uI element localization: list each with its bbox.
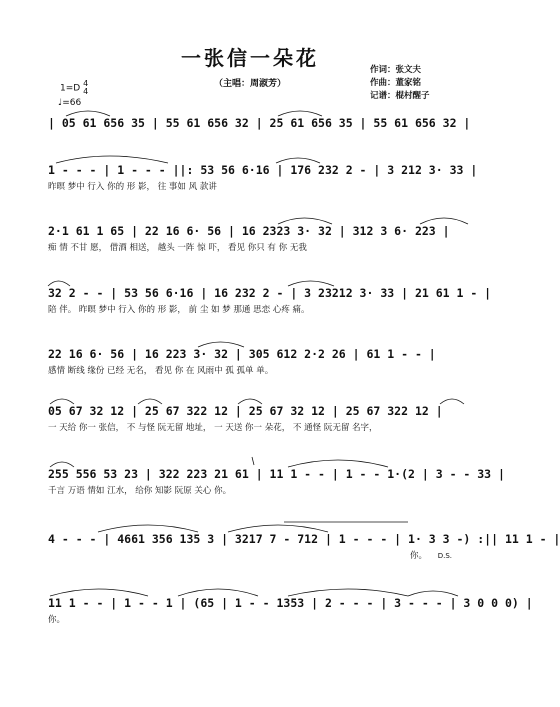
page-title: 一张信一朵花 — [181, 46, 319, 70]
notes-line-9: 11 1 - - | 1 - - 1 | (65 | 1 - - 1353 | 2 - - - | 3 - - - | 3 0 0 0) | — [48, 596, 533, 610]
transcriber-credit: 记谱：棍村醒子 — [370, 91, 430, 101]
credits-block — [370, 64, 430, 103]
singer-credit: （主唱：周淑芳） — [213, 79, 286, 89]
time-signature — [83, 80, 88, 96]
lyrics-line-3: 痴 情 不甘 愿， 借酒 相送， 越头 一阵 惊 吓， 看见 你只 有 你 无我 — [48, 243, 307, 253]
lyrics-line-6: 一 天给 你一 张信， 不 与怪 阮无留 地址， 一 天送 你一 朵花， 不 通怪 阮无留 名字， — [48, 423, 378, 433]
notes-line-1: | 05 61 656 35 | 55 61 656 32 | 25 61 656 35 | 55 61 656 32 | — [48, 116, 471, 130]
notes-line-4: 32 2 - - | 53 56 6·16 | 16 232 2 - | 3 23212 3· 33 | 21 61 1 - | — [48, 286, 492, 300]
composer-credit: 作曲：董家铭 — [370, 78, 422, 88]
key-label: 1=D — [60, 83, 81, 94]
lyrics-line-4: 陪 伴。 昨暝 梦中 行入 你的 形 影， 前 尘 如 梦 那通 思恋 心疼 痛。 — [48, 305, 310, 315]
lyrics-line-2: 昨暝 梦中 行入 你的 形 影， 往 事如 风 款讲 — [48, 182, 217, 192]
time-bottom: 4 — [83, 87, 89, 96]
key-signature — [60, 80, 88, 96]
lyrics-line-8 — [48, 549, 468, 561]
lyrics-line-7: 千言 万语 情如 江水， 给你 知影 阮原 关心 你。 — [48, 486, 232, 496]
notes-line-7: 255 556 53 23 | 322 223 21 61 | 11 1 - - | 1 - - 1·(2 | 3 - - 33 | — [48, 467, 505, 481]
lyric-you: 你。 — [410, 551, 428, 561]
notes-line-3: 2·1 61 1 65 | 22 16 6· 56 | 16 2323 3· 32 | 312 3 6· 223 | — [48, 224, 450, 238]
lyrics-line-5: 感情 断线 缘份 已经 无名， 看见 你 在 风雨中 孤 孤单 单。 — [48, 366, 274, 376]
notes-line-5: 22 16 6· 56 | 16 223 3· 32 | 305 612 2·2 26 | 61 1 - - | — [48, 347, 436, 361]
notes-line-8: 4 - - - | 4661 356 135 3 | 3217 7 - 712 | 1 - - - | 1· 3 3 -) :|| 11 1 - | — [48, 532, 560, 546]
notes-line-2: 1 - - - | 1 - - - ||: 53 56 6·16 | 176 232 2 - | 3 212 3· 33 | — [48, 163, 478, 177]
tempo-mark: ♩=66 — [58, 98, 82, 108]
lyrics-line-9: 你。 — [48, 615, 66, 625]
ds-mark: D.S. — [437, 552, 453, 560]
lyricist-credit: 作词：张文夫 — [370, 65, 422, 75]
notes-line-6: 05 67 32 12 | 25 67 322 12 | 25 67 32 12 | 25 67 322 12 | — [48, 404, 443, 418]
time-top: 4 — [83, 79, 89, 88]
